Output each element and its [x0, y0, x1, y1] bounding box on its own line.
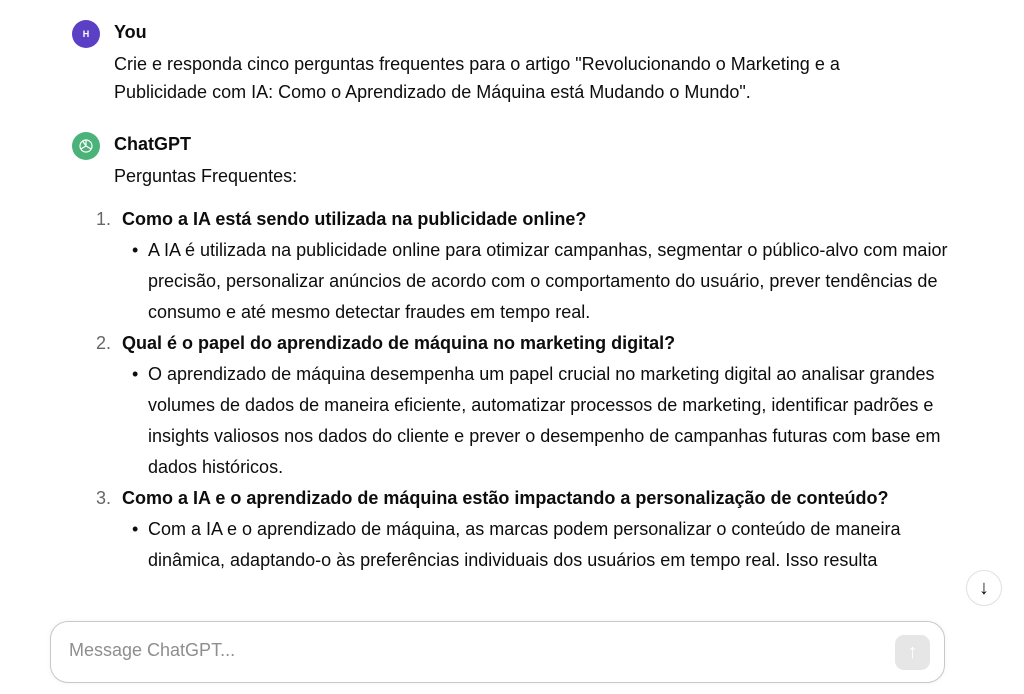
faq-answer: • O aprendizado de máquina desempenha um papel crucial no marketing digital ao analisar grandes volumes de dados de maneira eficiente, automatizar processos de marketing, identificar padrões e insights valiosos nos dados do cliente e prever o desempenho de campanhas futuras com base em dados históricos.	[132, 364, 941, 477]
send-button[interactable]	[895, 635, 930, 670]
chatgpt-logo-icon	[72, 132, 100, 160]
user-message-text: Crie e responda cinco perguntas frequentes para o artigo "Revolucionando o Marketing e a Publicidade com IA: Como o Aprendizado de Máquina está Mudando o Mundo".	[114, 54, 840, 102]
assistant-author: ChatGPT	[114, 134, 192, 154]
assistant-intro: Perguntas Frequentes:	[114, 166, 298, 186]
message-input[interactable]	[69, 640, 869, 661]
user-avatar: H	[72, 20, 100, 48]
faq-list	[96, 204, 996, 576]
faq-answer: • A IA é utilizada na publicidade online para otimizar campanhas, segmentar o público-alvo com maior precisão, personalizar anúncios de acordo com o comportamento do usuário, prever tendências de consumo e até mesmo detectar fraudes em tempo real.	[132, 240, 948, 322]
faq-item: 2. Qual é o papel do aprendizado de máquina no marketing digital? • O aprendizado de máquina desempenha um papel crucial no marketing digital ao analisar grandes volumes de dados de maneira eficiente, automatizar processos de marketing, identificar padrões e insights valiosos nos dados do cliente e prever o desempenho de campanhas futuras com base em dados históricos.	[96, 328, 996, 483]
faq-answer: • Com a IA e o aprendizado de máquina, as marcas podem personalizar o conteúdo de maneira dinâmica, adaptando-o às preferências individuais dos usuários em tempo real. Isso resulta	[132, 519, 901, 570]
arrow-up-icon: ↑	[907, 641, 918, 663]
user-author: You	[114, 22, 147, 42]
faq-question: Como a IA está sendo utilizada na publicidade online?	[122, 209, 587, 229]
faq-item: 3. Como a IA e o aprendizado de máquina estão impactando a personalização de conteúdo? • Com a IA e o aprendizado de máquina, as marcas podem personalizar o conteúdo de maneira dinâmica, adaptando-o às preferências individuais dos usuários em tempo real. Isso resulta	[96, 483, 996, 576]
scroll-to-bottom-button[interactable]	[966, 570, 1002, 606]
message-composer	[50, 621, 945, 683]
faq-item: 1. Como a IA está sendo utilizada na publicidade online? • A IA é utilizada na publicidade online para otimizar campanhas, segmentar o público-alvo com maior precisão, personalizar anúncios de acordo com o comportamento do usuário, prever tendências de consumo e até mesmo detectar fraudes em tempo real.	[96, 204, 996, 328]
faq-question: Como a IA e o aprendizado de máquina estão impactando a personalização de conteúdo?	[122, 488, 889, 508]
arrow-down-icon: ↓	[979, 576, 989, 599]
faq-question: Qual é o papel do aprendizado de máquina no marketing digital?	[122, 333, 676, 353]
